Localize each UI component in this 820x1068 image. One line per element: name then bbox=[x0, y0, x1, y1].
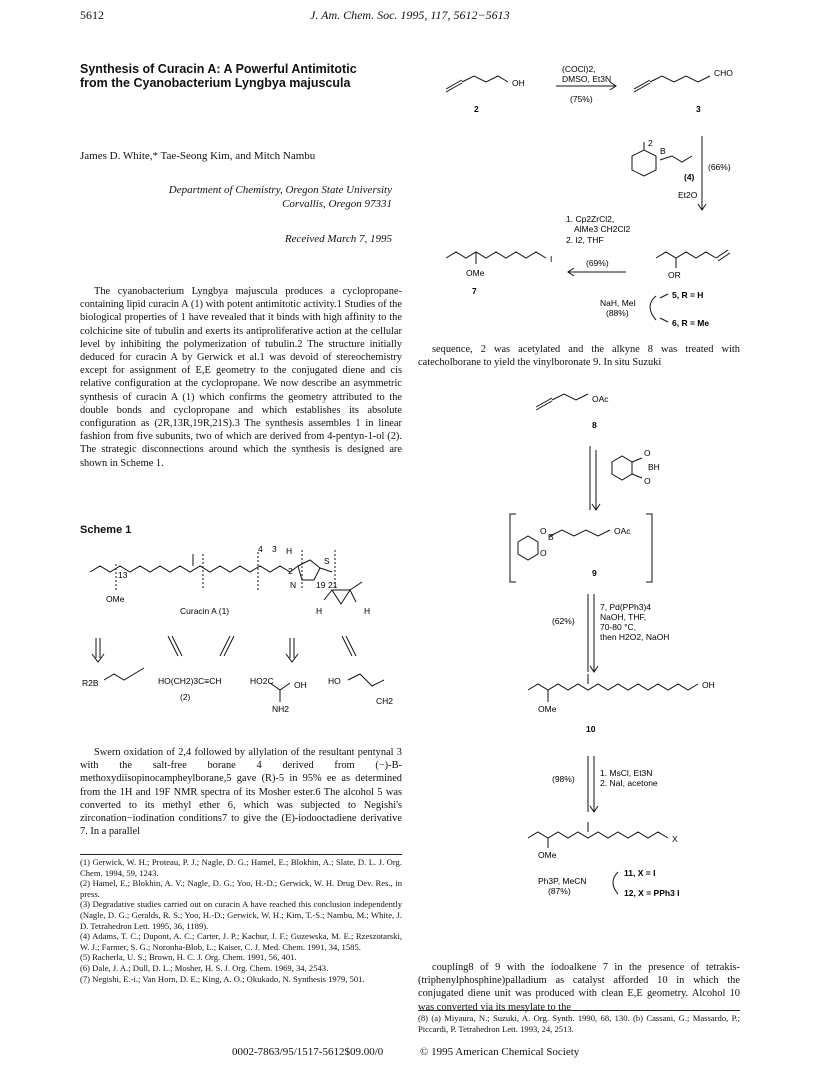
methylation-yield: (88%) bbox=[606, 308, 629, 318]
fragment-acid-oh: OH bbox=[294, 680, 307, 690]
footnote-3: (3) Degradative studies carried out on curacin A have reached this conclusion independently (Nagle, D. G.; Geralds, R. S.; Yoo, H.-D.; Gerwick, W. H.; Kim, T.-S.; Nambu, M.; White, J. D. Tetrahedron Lett. 1995, 36, 1189). bbox=[80, 899, 402, 931]
cmpd10-ome: OMe bbox=[538, 704, 557, 714]
curacin-name: Curacin A (1) bbox=[180, 606, 230, 616]
cmpd2-number: 2 bbox=[474, 104, 479, 114]
fragment-last-ch2: CH2 bbox=[376, 696, 394, 706]
scheme1-label-21: 21 bbox=[328, 580, 338, 590]
suzuki-reagent-2: NaOH, THF, bbox=[600, 612, 647, 622]
scheme1-label-3: 3 bbox=[272, 544, 277, 554]
phosphonium-reagent: Ph3P, MeCN bbox=[538, 876, 587, 886]
footnotes-right bbox=[418, 1013, 740, 1034]
suzuki-yield: (62%) bbox=[552, 616, 575, 626]
synthesis-scheme-top bbox=[416, 52, 746, 344]
scheme1-label-2: 2 bbox=[288, 566, 293, 576]
cmpd7-ome: OMe bbox=[466, 268, 485, 278]
iodination-reagent-1: 1. MsCl, Et3N bbox=[600, 768, 653, 778]
cmpd11-ome: OMe bbox=[538, 850, 557, 860]
cmpd8-oac: OAc bbox=[592, 394, 609, 404]
swern-reagent-1: (COCl)2, bbox=[562, 64, 596, 74]
cmpd3-number: 3 bbox=[696, 104, 701, 114]
cmpd7-number: 7 bbox=[472, 286, 477, 296]
footer-code: 0002-7863/95/1517-5612$09.00/0 bbox=[232, 1046, 384, 1058]
swern-yield: (75%) bbox=[570, 94, 593, 104]
scheme-label: Scheme 1 bbox=[80, 524, 132, 536]
footnote-8: (8) (a) Miyaura, N.; Suzuki, A. Org. Synth. 1990, 68, 130. (b) Cassani, G.; Massardo, P.; Piccardi, P. Tetrahedron Lett. 1993, 24, 2513. bbox=[418, 1013, 740, 1034]
paragraph-suzuki: coupling8 of 9 with the iodoalkene 7 in the presence of tetrakis-(triphenylphosphine)palladium as catalyst afforded 10 in which the conjugated diene unit was produced with clean E,E geometry. Alcohol 10 was converted via its mesylate to the bbox=[418, 962, 740, 1013]
journal-citation: J. Am. Chem. Soc. 1995, 117, 5612−5613 bbox=[310, 8, 510, 22]
borane-b: B bbox=[660, 146, 666, 156]
cmpd9-o2: O bbox=[540, 548, 547, 558]
fragment-alkyne-number: (2) bbox=[180, 692, 191, 702]
scheme1-label-h: H bbox=[286, 546, 293, 556]
scheme1-label-ome: OMe bbox=[106, 594, 125, 604]
affiliation bbox=[120, 183, 392, 211]
phosphonium-yield: (87%) bbox=[548, 886, 571, 896]
scheme1-label-h3: H bbox=[364, 606, 371, 616]
footer-copyright: © 1995 American Chemical Society bbox=[420, 1046, 580, 1058]
body-column-left-top bbox=[80, 285, 402, 470]
scheme-1-diagram bbox=[80, 540, 402, 725]
swern-reagent-2: DMSO, Et3N bbox=[562, 74, 612, 84]
iodination-reagent-2: 2. NaI, acetone bbox=[600, 778, 658, 788]
iodination-yield: (98%) bbox=[552, 774, 575, 784]
paragraph-swern: Swern oxidation of 2,4 followed by allylation of the resultant pentynal 3 with the salt-free borane 4 derived from (−)-B-methoxydiisopinocampheylborane,5 gave (R)-5 in 95% ee as determined from the 1H and 19F NMR spectra of its Mosher ester.6 The alcohol 5 was converted to its methyl ether 6, which was subjected to Negishi's zirconation−iodination conditions7 to give the (E)-iodooctadiene derivative 7. In a parallel bbox=[80, 747, 402, 838]
footnote-rule-left bbox=[80, 854, 402, 855]
cmpd12-label: 12, X = PPh3 I bbox=[624, 888, 680, 898]
body-column-right-top bbox=[418, 343, 740, 369]
footnote-rule-right bbox=[418, 1010, 740, 1011]
scheme1-label-s: S bbox=[324, 556, 330, 566]
cmpd10-number: 10 bbox=[586, 724, 596, 734]
borane-subscript: 2 bbox=[648, 138, 653, 148]
body-column-left-bottom bbox=[80, 746, 402, 838]
affiliation-line-1: Department of Chemistry, Oregon State University bbox=[168, 184, 392, 196]
footnote-6: (6) Dale, J. A.; Dull, D. L.; Mosher, H. S. J. Org. Chem. 1969, 34, 2543. bbox=[80, 962, 329, 973]
allylation-yield: (66%) bbox=[708, 162, 731, 172]
negishi-reagent-1: 1. Cp2ZrCl2, bbox=[566, 214, 615, 224]
paragraph-intro: The cyanobacterium Lyngbya majuscula produces a cyclopropane-containing lipid curacin A (1) with potent antimitotic activity.1 Studies of the biological properties of 1 have revealed that it binds with high affinity to the colchicine site of tubulin and exerts its antiproliferative action at the cellular level by inhibiting the polymerization of tubulin.2 The structure initially deduced for curacin A by Gerwick et al.1 was devoid of stereochemistry except for assignment of E,E geometry to the conjugated diene and cis relative configuration at the cyclopropane. We now describe an asymmetric synthesis of curacin A (1) which confirms the geometry attributed to the double bonds and cyclopropane and which establishes its absolute configuration as (2R,13R,19R,21S).3 The synthesis assembles 1 in linear fashion from five subunits, two of which are derived from 4-pentyn-1-ol (2). The strategic disconnections around which the synthesis is designed are shown in Scheme 1. bbox=[80, 286, 402, 469]
affiliation-line-2: Corvallis, Oregon 97331 bbox=[282, 198, 392, 210]
cmpd11-x: X bbox=[672, 834, 678, 844]
running-header bbox=[80, 8, 740, 26]
footnotes-left bbox=[80, 857, 402, 984]
scheme1-label-n: N bbox=[290, 580, 297, 590]
suzuki-reagent-1: 7, Pd(PPh3)4 bbox=[600, 602, 652, 612]
footnote-4: (4) Adams, T. C.; Dupont, A. C.; Carter, J. P.; Kachur, J. F.; Guzewska, M. E.; Rzeszotarski, W. J.; Farmer, S. G.; Noronha-Blob, L.; Kaiser, C. J. Med. Chem. 1991, 34, 1585. bbox=[80, 931, 402, 952]
paragraph-acetylation: sequence, 2 was acetylated and the alkyne 8 was treated with catecholborane to yield the vinylboronate 9. In situ Suzuki bbox=[418, 344, 740, 369]
fragment-borane: R2B bbox=[82, 678, 99, 688]
borane-number: (4) bbox=[684, 172, 695, 182]
cmpd5-or: OR bbox=[668, 270, 681, 280]
footnote-7: (7) Negishi, E.-i.; Van Horn, D. E.; King, A. O.; Okukado, N. Synthesis 1979, 501. bbox=[80, 973, 365, 984]
scheme1-label-4: 4 bbox=[258, 544, 263, 554]
scheme1-label-19: 19 bbox=[316, 580, 326, 590]
article-authors: James D. White,* Tae-Seong Kim, and Mitch Nambu bbox=[80, 150, 316, 162]
cmpd9-oac: OAc bbox=[614, 526, 631, 536]
suzuki-reagent-3: 70-80 °C, bbox=[600, 622, 637, 632]
footnote-2: (2) Hamel, E.; Blokhin, A. V.; Nagle, D. G.; Yoo, H.-D.; Gerwick, W. H. Drug Dev. Res., in press. bbox=[80, 878, 402, 899]
catecholborane-bh: BH bbox=[648, 462, 660, 472]
cmpd8-number: 8 bbox=[592, 420, 597, 430]
scheme1-label-13: 13 bbox=[118, 570, 128, 580]
borane-solvent: Et2O bbox=[678, 190, 698, 200]
cmpd10-oh: OH bbox=[702, 680, 715, 690]
methylation-reagent: NaH, MeI bbox=[600, 298, 636, 308]
footnote-1: (1) Gerwick, W. H.; Proteau, P. J.; Nagle, D. G.; Hamel, E.; Blokhin, A.; Slate, D. L. J. Org. Chem. 1994, 59, 1243. bbox=[80, 857, 402, 878]
cmpd9-number: 9 bbox=[592, 568, 597, 578]
cmpd6-label: 6, R = Me bbox=[672, 318, 710, 328]
catecholborane-o2: O bbox=[644, 476, 651, 486]
fragment-acid: HO2C bbox=[250, 676, 274, 686]
cmpd2-oh: OH bbox=[512, 78, 525, 88]
cmpd11-label: 11, X = I bbox=[624, 868, 656, 878]
scheme1-label-h2: H bbox=[316, 606, 323, 616]
negishi-reagent-3: 2. I2, THF bbox=[566, 235, 604, 245]
negishi-reagent-2: AlMe3 CH2Cl2 bbox=[574, 224, 631, 234]
fragment-alkyne: HO(CH2)3C≡CH bbox=[158, 676, 222, 686]
body-column-right-bottom bbox=[418, 961, 740, 1014]
fragment-acid-nh2: NH2 bbox=[272, 704, 290, 714]
cmpd3-cho: CHO bbox=[714, 68, 733, 78]
cmpd7-iodide: I bbox=[550, 254, 553, 264]
article-title: Synthesis of Curacin A: A Powerful Antimitotic from the Cyanobacterium Lyngbya majuscula bbox=[80, 62, 357, 90]
negishi-yield: (69%) bbox=[586, 258, 609, 268]
received-date: Received March 7, 1995 bbox=[284, 233, 392, 245]
fragment-last-ho: HO bbox=[328, 676, 341, 686]
cmpd5-label: 5, R = H bbox=[672, 290, 704, 300]
page-number: 5612 bbox=[80, 8, 104, 22]
cmpd9-b: B bbox=[548, 532, 554, 542]
footnote-5: (5) Racherla, U. S.; Brown, H. C. J. Org. Chem. 1991, 56, 401. bbox=[80, 952, 297, 963]
cmpd9-o1: O bbox=[540, 526, 547, 536]
synthesis-scheme-bottom bbox=[416, 372, 746, 914]
catecholborane-o1: O bbox=[644, 448, 651, 458]
suzuki-reagent-4: then H2O2, NaOH bbox=[600, 632, 670, 642]
